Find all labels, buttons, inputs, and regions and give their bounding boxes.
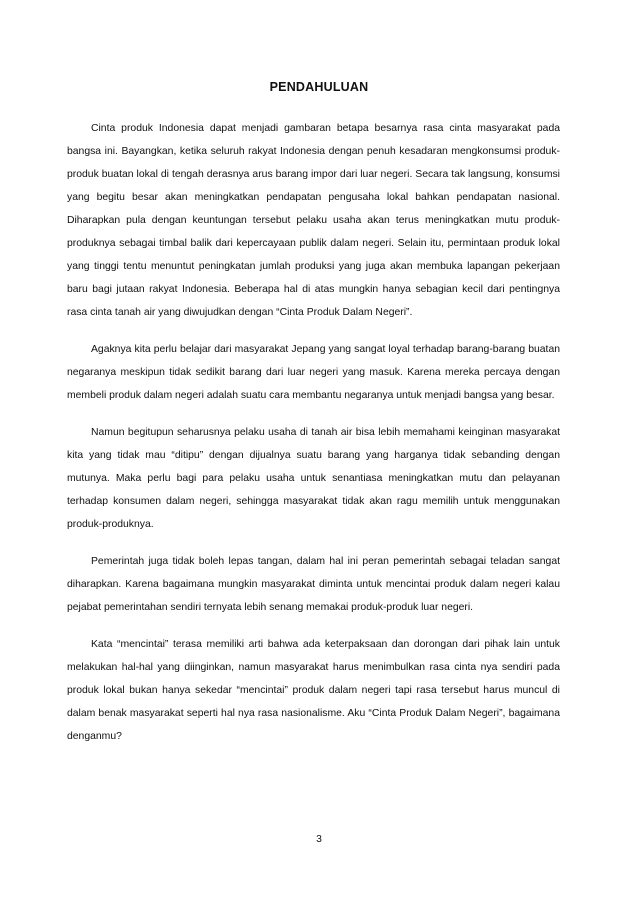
- page-title: PENDAHULUAN: [269, 80, 369, 94]
- paragraph: Agaknya kita perlu belajar dari masyarakat Jepang yang sangat loyal terhadap barang-barang buatan negaranya meskipun tidak sedikit barang dari luar negeri yang masuk. Karena mereka percaya dengan membeli produk dalam negeri adalah suatu cara membantu negaranya untuk menjadi bangsa yang besar.: [67, 344, 560, 401]
- paragraph: Cinta produk Indonesia dapat menjadi gambaran betapa besarnya rasa cinta masyarakat pada bangsa ini. Bayangkan, ketika seluruh rakyat Indonesia dengan penuh kesadaran mengkonsumsi produk-produk buatan lokal di tengah derasnya arus barang impor dari luar negeri. Secara tak langsung, konsumsi yang begitu besar akan meningkatkan pendapatan pengusaha lokal bahkan pendapatan nasional. Diharapkan pula dengan keuntungan tersebut pelaku usaha akan terus meningkatkan mutu produk-produknya sebagai timbal balik dari kepercayaan publik dalam negeri. Selain itu, permintaan produk lokal yang tinggi tentu menuntut peningkatan jumlah produksi yang juga akan membuka lapangan pekerjaan baru bagi jutaan rakyat Indonesia. Beberapa hal di atas mungkin hanya sebagian kecil dari pentingnya rasa cinta tanah air yang diwujudkan dengan “Cinta Produk Dalam Negeri”.: [67, 123, 560, 318]
- page-number: 3: [316, 834, 322, 845]
- paragraph: Namun begitupun seharusnya pelaku usaha di tanah air bisa lebih memahami keinginan masyarakat kita yang tidak mau “ditipu” dengan dijualnya suatu barang yang harganya tidak sebanding dengan mutunya. Maka perlu bagi para pelaku usaha untuk senantiasa meningkatkan mutu dan pelayanan terhadap konsumen dalam negeri, sehingga masyarakat tidak akan ragu memilih untuk menggunakan produk-produknya.: [67, 427, 560, 530]
- paragraph: Kata “mencintai” terasa memiliki arti bahwa ada keterpaksaan dan dorongan dari pihak lain untuk melakukan hal-hal yang diinginkan, namun masyarakat harus menimbulkan rasa cinta nya sendiri pada produk lokal bukan hanya sekedar “mencintai” produk dalam negeri tapi rasa tersebut harus muncul di dalam benak masyarakat seperti hal nya rasa nasionalisme. Aku “Cinta Produk Dalam Negeri”, bagaimana denganmu?: [67, 639, 560, 742]
- body-text: [67, 117, 560, 762]
- paragraph: Pemerintah juga tidak boleh lepas tangan, dalam hal ini peran pemerintah sebagai teladan sangat diharapkan. Karena bagaimana mungkin masyarakat diminta untuk mencintai produk dalam negeri kalau pejabat pemerintahan sendiri ternyata lebih senang memakai produk-produk luar negeri.: [67, 556, 560, 613]
